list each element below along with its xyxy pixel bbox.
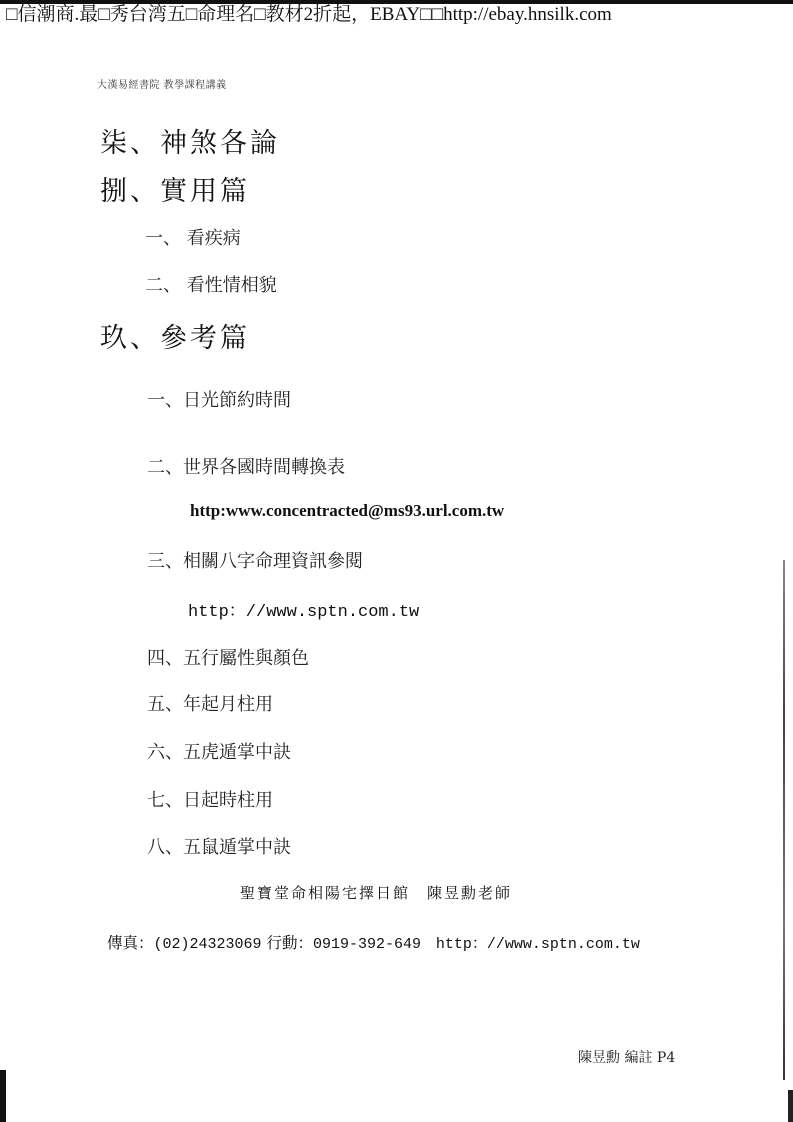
reference-item-6: 六、五虎遁掌中訣 [147, 742, 291, 763]
scan-edge-line [783, 560, 785, 1080]
reference-url-2: http：//www.sptn.com.tw [188, 603, 420, 622]
reference-item-4: 四、五行屬性與顏色 [147, 648, 309, 669]
scan-corner-mark [788, 1090, 793, 1122]
contact-line [107, 931, 640, 953]
reference-item-5: 五、年起月柱用 [147, 694, 273, 715]
reference-item-7: 七、日起時柱用 [147, 790, 273, 811]
fax-label: 傳真： [107, 934, 154, 952]
section-title-9: 玖、參考篇 [100, 323, 250, 354]
reference-item-1: 一、日光節約時間 [147, 390, 291, 411]
header-note: 大漢易經書院 教學課程講義 [97, 80, 227, 91]
practical-item-2: 二、 看性情相貌 [145, 275, 277, 296]
studio-name: 聖寶堂命相陽宅擇日館 陳昱勳老師 [240, 884, 513, 902]
mobile-number: 0919-392-649 [313, 936, 422, 953]
practical-item-1: 一、 看疾病 [145, 228, 241, 249]
section-title-7: 柒、神煞各論 [100, 128, 280, 159]
reference-item-2: 二、世界各國時間轉換表 [147, 457, 345, 478]
reference-item-8: 八、五鼠遁掌中訣 [147, 837, 291, 858]
contact-url: http：//www.sptn.com.tw [435, 936, 640, 953]
section-title-8: 捌、實用篇 [100, 176, 250, 207]
reference-url-1: http:www.concentracted@ms93.url.com.tw [190, 501, 505, 520]
fax-number: (02)24323069 [153, 936, 262, 953]
scan-edge-mark [0, 1070, 6, 1122]
page-footer: 陳昱勳 編註 P4 [578, 1050, 676, 1066]
mobile-label: 行動： [266, 934, 313, 952]
top-banner: □信潮商.最□秀台湾五□命理名□教材2折起，EBAY□□http://ebay.hnsilk.com [0, 0, 793, 28]
reference-item-3: 三、相關八字命理資訊參閱 [147, 551, 363, 572]
